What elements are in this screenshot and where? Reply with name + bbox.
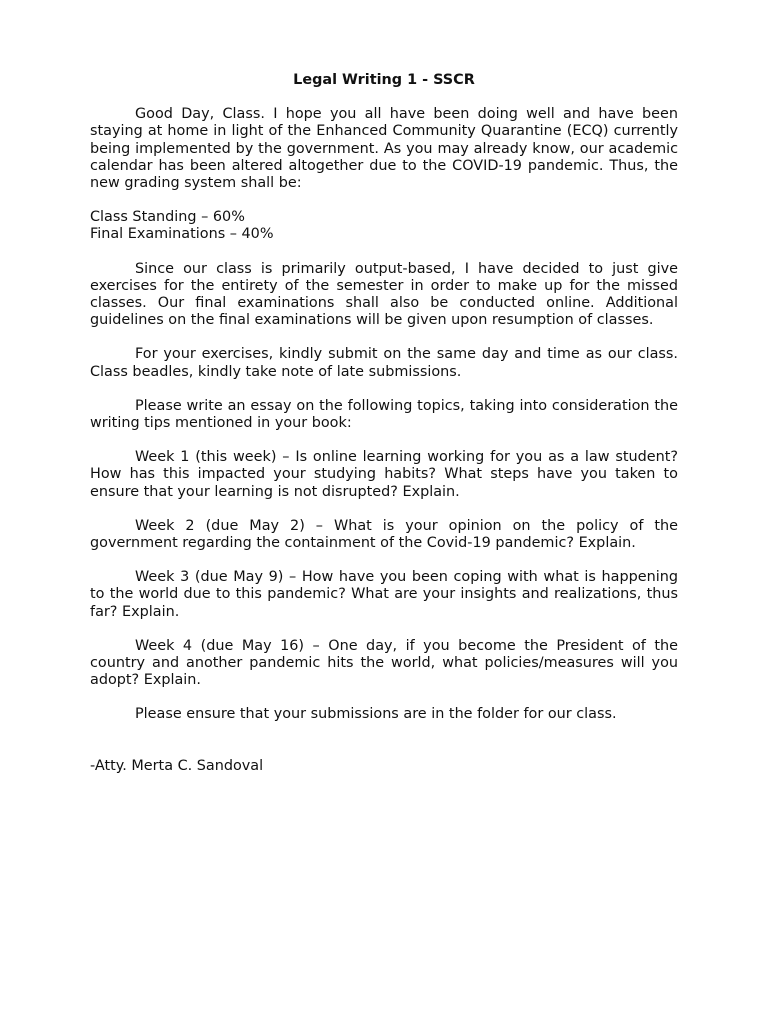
submission-paragraph: For your exercises, kindly submit on the same day and time as our class. Class beadles, kindly take note of late submissions. [90,346,678,380]
grading-class-standing: Class Standing – 60% [90,209,245,226]
week-3-topic: Week 3 (due May 9) – How have you been coping with what is happening to the world due to this pandemic? What are your insights and realizations, thus far? Explain. [90,569,678,620]
document-title: Legal Writing 1 - SSCR [293,72,475,88]
week-1-topic: Week 1 (this week) – Is online learning working for you as a law student? How has this impacted your studying habits? What steps have you taken to ensure that your learning is not disrupted? Explain. [90,449,678,500]
week-4-topic: Week 4 (due May 16) – One day, if you become the President of the country and another pandemic hits the world, what policies/measures will you adopt? Explain. [90,637,678,689]
output-based-paragraph: Since our class is primarily output-based, I have decided to just give exercises for the entirety of the semester in order to make up for the missed classes. Our final examinations shall also be conducted online. Additional guidelines on the final examinations will be given upon resumption of classes. [90,260,678,329]
document-page [90,72,678,792]
closing-paragraph: Please ensure that your submissions are in the folder for our class. [135,706,617,723]
signature: -Atty. Merta C. Sandoval [90,757,264,774]
week-2-topic: Week 2 (due May 2) – What is your opinion on the policy of the government regarding the containment of the Covid-19 pandemic? Explain. [90,517,678,552]
essay-instruction-paragraph: Please write an essay on the following topics, taking into consideration the writing tips mentioned in your book: [90,397,678,432]
grading-system [90,209,678,243]
grading-final-examinations: Final Examinations – 40% [90,226,274,243]
intro-paragraph: Good Day, Class. I hope you all have been doing well and have been staying at home in light of the Enhanced Community Quarantine (ECQ) currently being implemented by the government. As you may already know, our academic calendar has been altered altogether due to the COVID-19 pandemic. Thus, the new grading system shall be: [90,106,678,192]
